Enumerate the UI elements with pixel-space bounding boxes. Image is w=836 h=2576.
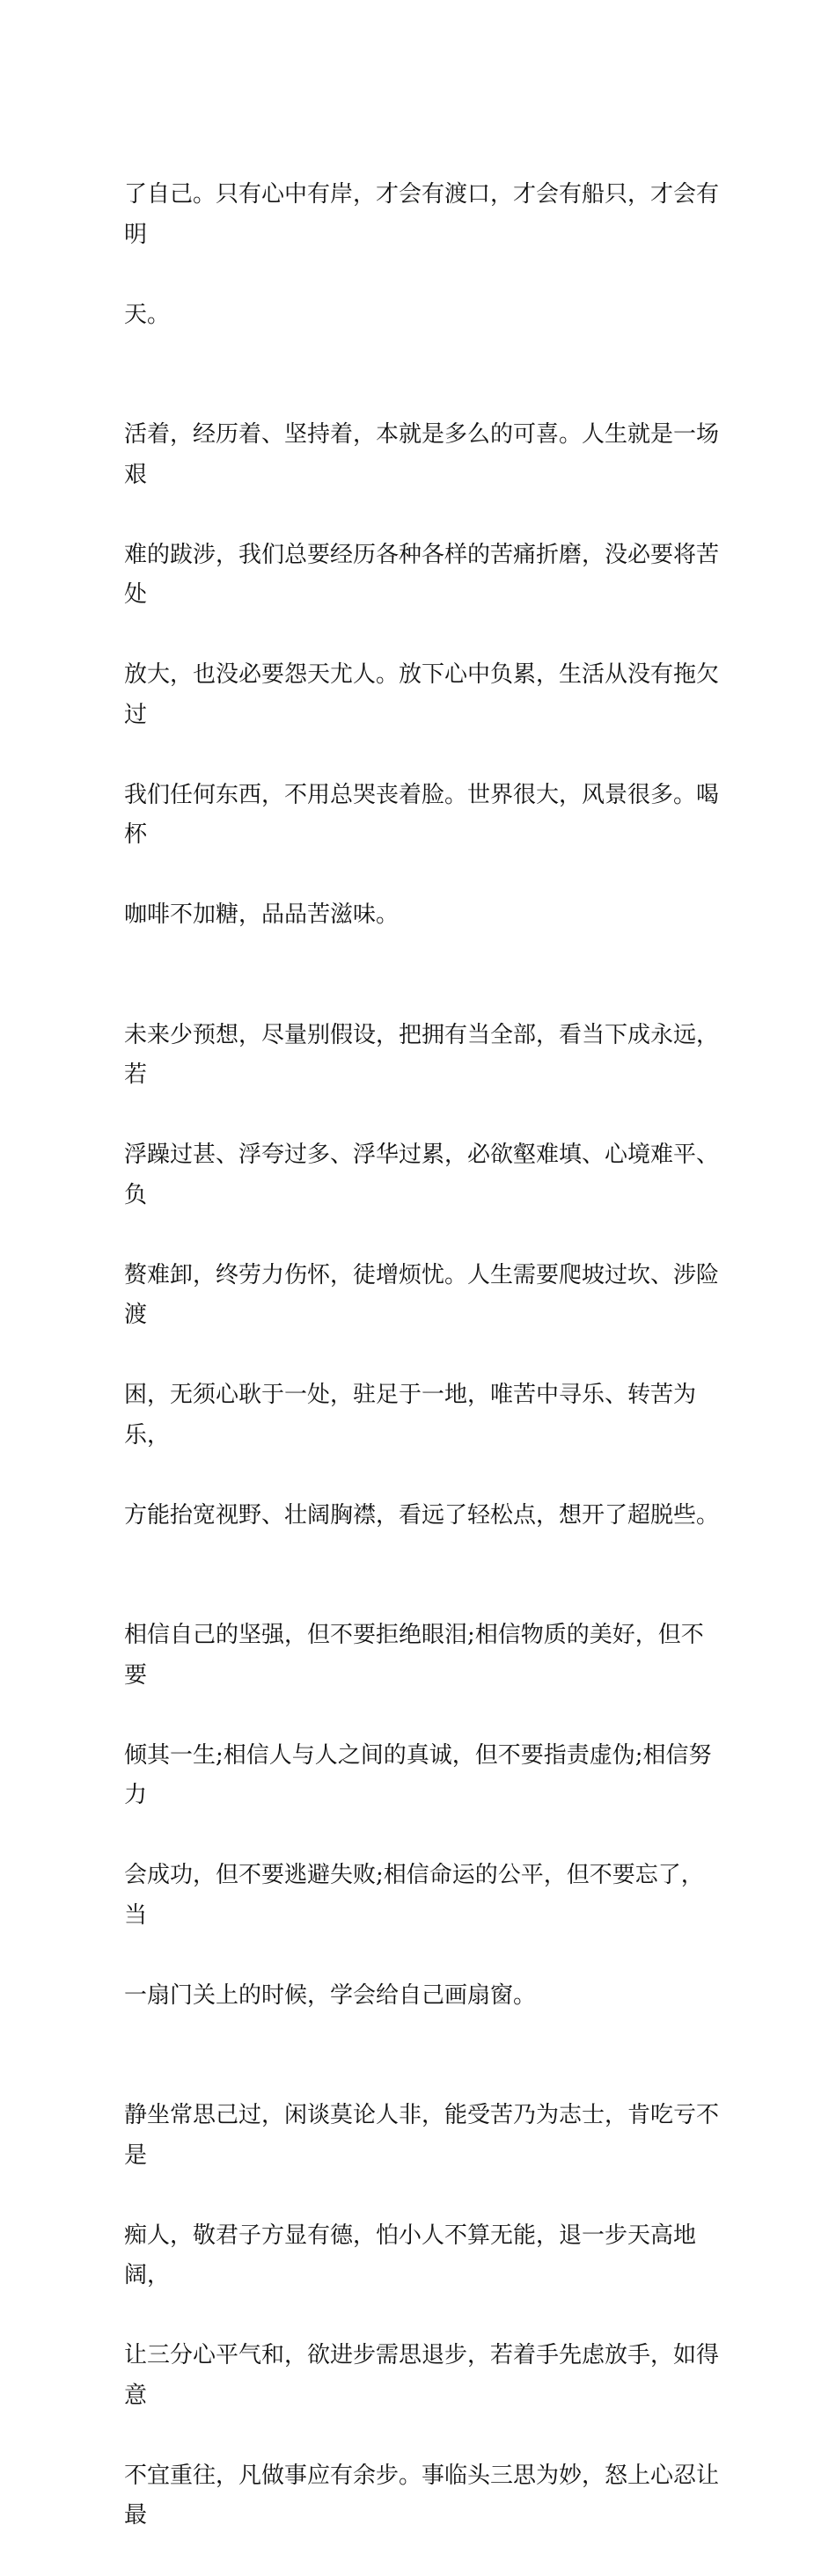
text-line: 倾其一生;相信人与人之间的真诚，但不要指责虚伪;相信努力 [124,1741,712,1808]
text-line: 静坐常思己过，闲谈莫论人非，能受苦乃为志士，肯吃亏不是 [124,2102,720,2169]
text-line: 相信自己的坚强，但不要拒绝眼泪;相信物质的美好，但不要 [124,1622,704,1689]
text-line: 放大，也没必要怨天尤人。放下心中负累，生活从没有拖欠过 [124,661,720,728]
paragraph-5 [124,2056,722,2536]
document-body [124,95,722,2576]
text-line: 让三分心平气和，欲进步需思退步，若着手先虑放手，如得意 [124,2342,720,2409]
text-line: 活着，经历着、坚持着，本就是多么的可喜。人生就是一场艰 [124,421,720,488]
text-line: 赘难卸，终劳力伤怀，徒增烦忧。人生需要爬坡过坎、涉险渡 [124,1261,720,1328]
text-line: 困，无须心耿于一处，驻足于一地，唯苦中寻乐、转苦为乐， [124,1382,697,1449]
text-line: 未来少预想，尽量别假设，把拥有当全部，看当下成永远，若 [124,1021,720,1088]
text-line: 了自己。只有心中有岸，才会有渡口，才会有船只，才会有明 [124,181,720,248]
paragraph-2 [124,376,722,936]
paragraph-4 [124,1576,722,2017]
text-line: 咖啡不加糖，品品苦滋味。 [124,901,400,928]
text-line: 方能抬宽视野、壮阔胸襟，看远了轻松点，想开了超脱些。 [124,1501,720,1529]
paragraph-3 [124,975,722,1536]
text-line: 痴人，敬君子方显有德，怕小人不算无能，退一步天高地阔， [124,2222,697,2288]
text-line: 浮躁过甚、浮夸过多、浮华过累，必欲壑难填、心境难平、负 [124,1142,720,1208]
text-line: 难的跋涉，我们总要经历各种各样的苦痛折磨，没必要将苦处 [124,541,720,608]
paragraph-1 [124,135,722,336]
text-line: 不宜重往，凡做事应有余步。事临头三思为妙，怒上心忍让最 [124,2462,720,2529]
text-line: 我们任何东西，不用总哭丧着脸。世界很大，风景很多。喝杯 [124,781,720,848]
text-line: 一扇门关上的时候，学会给自己画扇窗。 [124,1981,537,2009]
text-line: 天。 [124,301,171,328]
text-line: 会成功，但不要逃避失败;相信命运的公平，但不要忘了，当 [124,1862,704,1929]
